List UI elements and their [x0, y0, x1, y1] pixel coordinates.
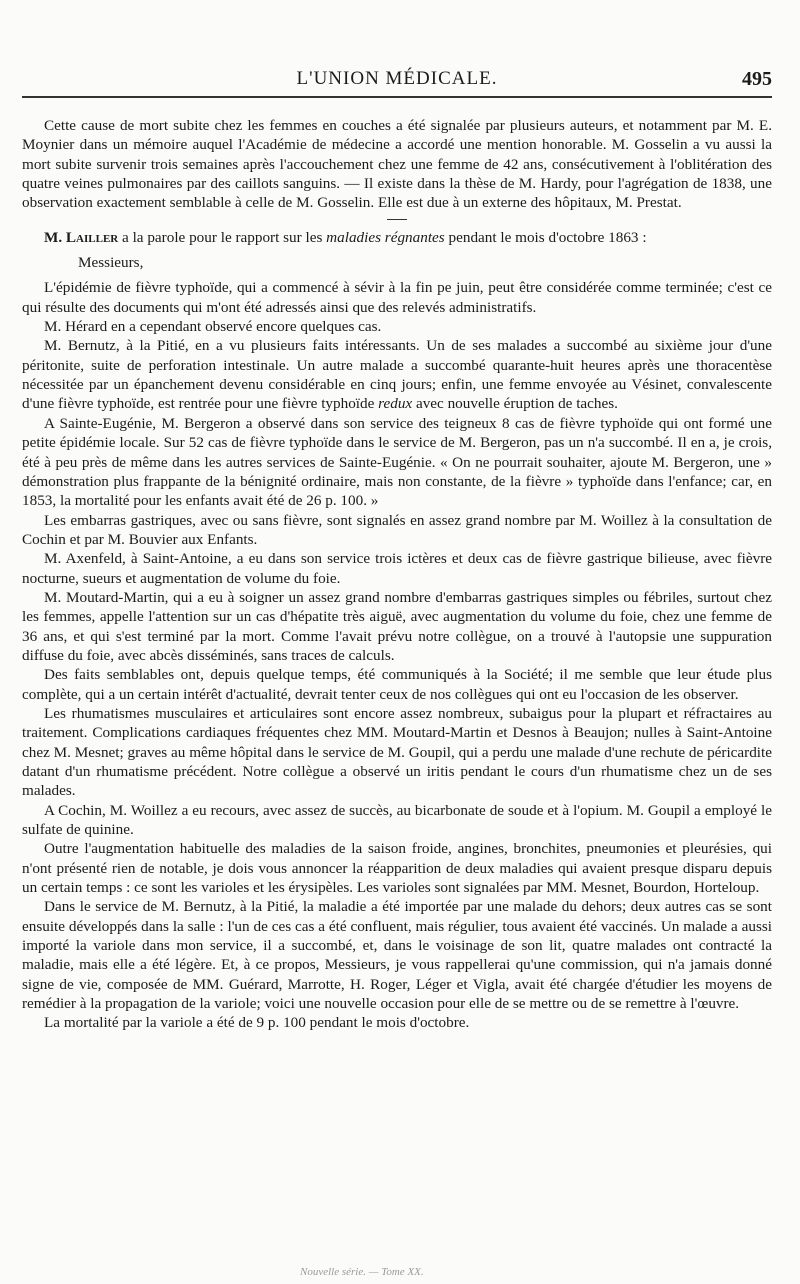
- running-title: L'UNION MÉDICALE.: [296, 68, 498, 89]
- salutation: Messieurs,: [78, 254, 144, 272]
- footer-note: Nouvelle série. — Tome XX.: [300, 1266, 424, 1278]
- page-number: 495: [742, 68, 772, 90]
- p5-italic: redux: [378, 395, 413, 413]
- paragraph-report-intro: [22, 228, 772, 247]
- paragraph-11: Les rhumatismes musculaires et articulaires sont encore assez nombreux, subaigus pour la plupart et réfractaires au traitement. Complications cardiaques fréquentes chez MM. Moutard-Martin et Desnos à Beaujon; nulles à Saint-Antoine chez M. Mesnet; graves au même hôpital dans le service de M. Goupil, qui a perdu une malade d'une rechute de péricardite datant d'un rhumatisme précédent. Notre collègue a observé un iritis pendant le cours d'un rhumatisme chez un de ses malades.: [22, 704, 772, 800]
- intro-text-a: a la parole pour le rapport sur les: [118, 228, 327, 246]
- p5-text-a: M. Bernutz, à la Pitié, en a vu plusieurs faits intéressants. Un de ses malades a succombé au sixième jour d'une péritonite, suite de perforation intestinale. Un autre malade a succombé quarante-huit heures après une thoracentèse nécessitée par un épanchement devenu considérable en cinq jours; enfin, une femme envoyée au Vésinet, convalescente d'une fièvre typhoïde, est rentrée pour une fièvre typhoïde: [22, 337, 772, 413]
- paragraph-4: M. Hérard en a cependant observé encore quelques cas.: [44, 318, 382, 336]
- paragraph-15: La mortalité par la variole a été de 9 p. 100 pendant le mois d'octobre.: [44, 1014, 470, 1032]
- article-body: [22, 116, 772, 1033]
- paragraph-8: M. Axenfeld, à Saint-Antoine, a eu dans son service trois ictères et deux cas de fièvre gastrique bilieuse, avec fièvre nocturne, sueurs et augmentation de volume du foie.: [22, 550, 772, 587]
- section-separator: [387, 219, 407, 220]
- header-rule: [22, 96, 772, 98]
- speaker-name: M. Lailler: [44, 228, 119, 246]
- paragraph-6: A Sainte-Eugénie, M. Bergeron a observé dans son service des teigneux 8 cas de fièvre typhoïde qui ont formé une petite épidémie locale. Sur 52 cas de fièvre typhoïde dans le service de M. Bergeron, pas un n'a succombé. Il en a, je crois, été à peu près de même dans les autres services de Sainte-Eugénie. « On ne pourrait souhaiter, ajoute M. Bergeron, une » démonstration plus frappante de la bénignité ordinaire, mais non constante, de la fièvre » typhoïde dans l'enfance; car, en 1853, la mortalité pour les enfants avait été de 26 p. 100. »: [22, 414, 772, 510]
- p5-text-b: avec nouvelle éruption de taches.: [412, 395, 618, 413]
- paragraph-5: [22, 336, 772, 413]
- page-header: [22, 64, 772, 98]
- report-topic: maladies régnantes: [326, 228, 445, 246]
- paragraph-1: Cette cause de mort subite chez les femmes en couches a été signalée par plusieurs auteurs, et notamment par M. E. Moynier dans un mémoire auquel l'Académie de médecine a accordé une mention honorable. M. Gosselin a vu aussi la mort subite survenir trois semaines après l'accouchement chez une femme de 42 ans, consécutivement à l'oblitération des quatre veines pulmonaires par des caillots sanguins. — Il existe dans la thèse de M. Hardy, pour l'agrégation de 1838, une observation exactement semblable à celle de M. Gosselin. Elle est due à un externe des hôpitaux, M. Prestat.: [22, 117, 772, 212]
- paragraph-7: Les embarras gastriques, avec ou sans fièvre, sont signalés en assez grand nombre par M. Woillez à la consultation de Cochin et par M. Bouvier aux Enfants.: [22, 511, 772, 548]
- paragraph-10: Des faits semblables ont, depuis quelque temps, été communiqués à la Société; il me semble que leur étude plus complète, qui a un certain intérêt d'actualité, devrait tenter ceux de nos collègues qui ont eu l'occasion de les observer.: [22, 666, 772, 703]
- paragraph-13: Outre l'augmentation habituelle des maladies de la saison froide, angines, bronchites, pneumonies et pleurésies, qui n'ont présenté rien de notable, je dois vous annoncer la réapparition de deux maladies qui avaient presque disparu depuis un certain temps : ce sont les varioles et les érysipèles. Les varioles sont signalées par MM. Mesnet, Bourdon, Horteloup.: [22, 840, 772, 897]
- paragraph-12: A Cochin, M. Woillez a eu recours, avec assez de succès, au bicarbonate de soude et à l'opium. M. Goupil a employé le sulfate de quinine.: [22, 801, 772, 839]
- paragraph-9: M. Moutard-Martin, qui a eu à soigner un assez grand nombre d'embarras gastriques simples ou fébriles, surtout chez les femmes, appelle l'attention sur un cas d'hépatite très aiguë, avec augmentation du volume du foie, chez une femme de 36 ans, et qui s'est terminé par la mort. Comme l'avait prévu notre collègue, on a trouvé à l'autopsie une suppuration diffuse du foie, avec abcès disséminés, sans traces de calculs.: [22, 588, 772, 664]
- intro-text-b: pendant le mois d'octobre 1863 :: [444, 228, 647, 246]
- paragraph-14: Dans le service de M. Bernutz, à la Pitié, la maladie a été importée par une malade du dehors; deux autres cas se sont ensuite développés dans la salle : l'un de ces cas a été confluent, mais régulier, tous avaient été vaccinés. Un malade a aussi importé la variole dans mon service, il a succombé, et, dans le voisinage de son lit, quatre malades ont contracté la maladie, mais elle a été légère. Et, à ce propos, Messieurs, je vous rappellerai qu'une commission, qui n'a jamais donné signe de vie, composée de MM. Guérard, Marrotte, H. Roger, Léger et Vigla, avait été chargée d'étudier les moyens de remédier à la propagation de la variole; voici une nouvelle occasion pour elle de se mettre ou de se remettre à l'œuvre.: [22, 898, 772, 1013]
- paragraph-3: L'épidémie de fièvre typhoïde, qui a commencé à sévir à la fin pe juin, peut être considérée comme terminée; c'est ce qui résulte des documents qui m'ont été adressés ainsi que des relevés administratifs.: [22, 279, 772, 316]
